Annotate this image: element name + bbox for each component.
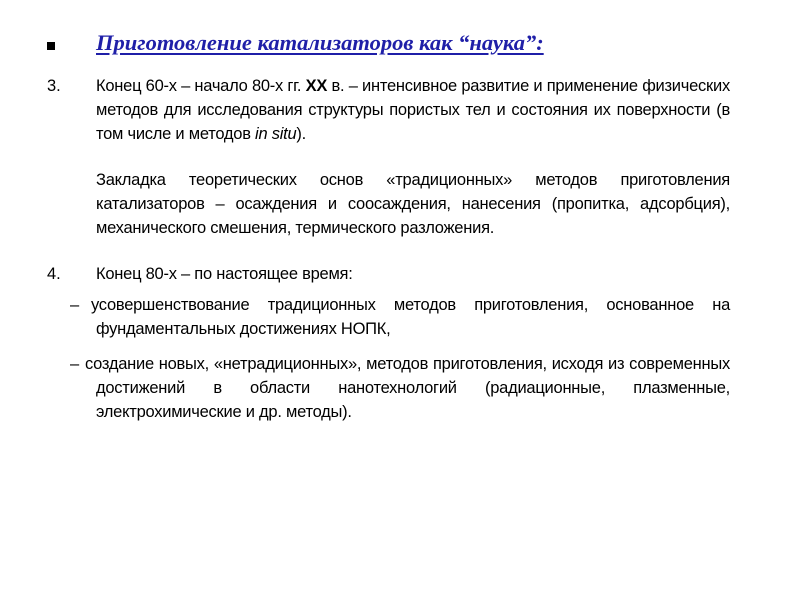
item-3-paragraph-2: Закладка теоретических основ «традиционных» методов приготовления катализаторов – осаждения и соосаждения, нанесения (пропитка, адсорбция), механического смешения, термического разложения. (96, 171, 730, 237)
slide-heading: Приготовление катализаторов как “наука”: (96, 30, 544, 55)
dash-item-2 (70, 352, 730, 424)
in-situ-italic: in situ (255, 125, 297, 143)
dash-item-text: создание новых, «нетрадиционных», методов приготовления, исходя из современных достижений в области нанотехнологий (радиационные, плазменные, электрохимические и др. методы). (84, 355, 730, 421)
text-span: Конец 60-х – начало 80-х гг. (96, 77, 306, 95)
item-3-paragraph-1 (96, 74, 730, 146)
square-bullet-icon (47, 42, 55, 50)
item-number: 4. (47, 265, 61, 283)
text-span: в. – интенсивное развитие и применение физических методов для исследования структуры пористых тел и состояния их поверхности (в том числе и методов (96, 77, 730, 143)
dash-item-1 (70, 293, 730, 341)
century-label: XX (305, 77, 328, 95)
heading-row (43, 30, 743, 60)
text-span: ). (296, 125, 306, 143)
item-number: 3. (47, 77, 61, 95)
dash-item-text: усовершенствование традиционных методов приготовления, основанное на фундаментальных достижениях НОПК, (90, 296, 730, 338)
item-4-heading: Конец 80-х – по настоящее время: (96, 265, 353, 283)
dash-marker: – (70, 296, 79, 314)
dash-marker: – (70, 355, 79, 373)
